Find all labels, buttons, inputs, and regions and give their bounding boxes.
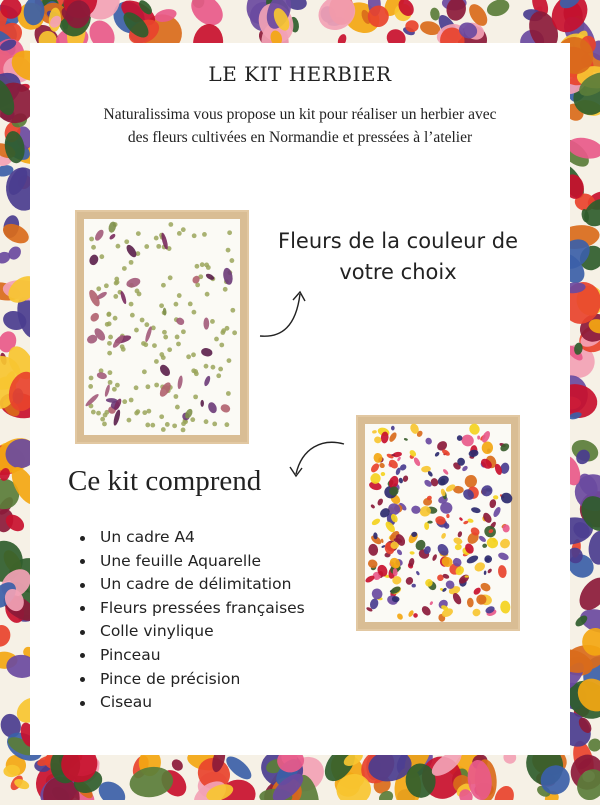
kit-item: Un cadre A4	[80, 526, 305, 550]
kit-item: Ciseau	[80, 691, 305, 715]
curved-arrow-left-icon	[286, 436, 350, 489]
kit-item: Colle vinylique	[80, 620, 305, 644]
kit-item: Pince de précision	[80, 668, 305, 692]
page-title: LE KIT HERBIER	[208, 62, 392, 86]
curved-arrow-right-icon	[256, 286, 316, 351]
intro-text: Naturalissima vous propose un kit pour réaliser un herbier avec des fleurs cultivées en Normandie et pressées à l’atelier	[103, 106, 497, 146]
pressed-leaves-artwork	[75, 210, 249, 444]
colorful-flowers-frame-image	[356, 415, 520, 631]
kit-item: Un cadre de délimitation	[80, 573, 305, 597]
kit-contents-list	[80, 526, 305, 715]
kit-contents-heading: Ce kit comprend	[68, 465, 262, 497]
kit-item: Fleurs pressées françaises	[80, 597, 305, 621]
kit-item: Une feuille Aquarelle	[80, 550, 305, 574]
kit-item: Pinceau	[80, 644, 305, 668]
herbier-frame-image	[75, 210, 249, 444]
flowers-color-caption: Fleurs de la couleur de votre choix	[277, 229, 519, 284]
pressed-flowers-artwork	[356, 415, 520, 631]
